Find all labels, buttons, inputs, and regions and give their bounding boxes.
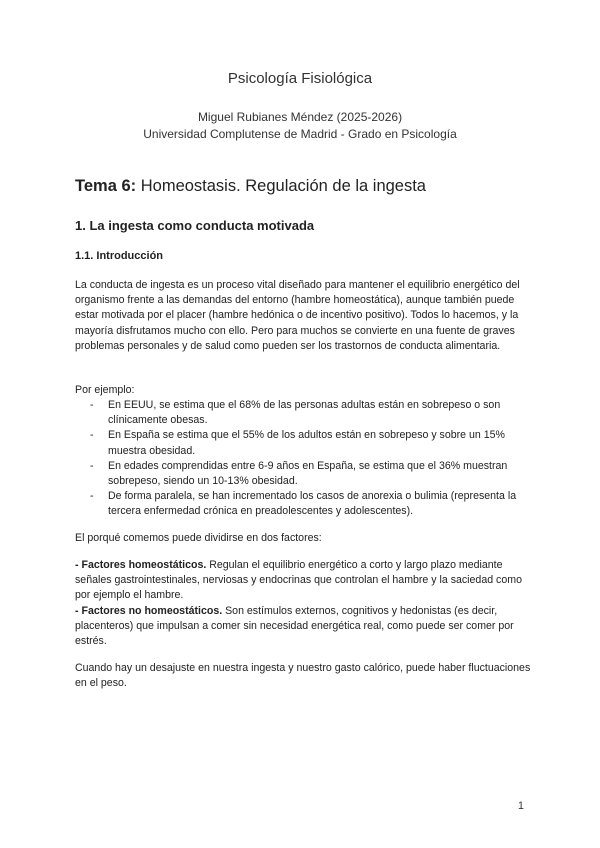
topic-label: Tema 6: (75, 177, 137, 195)
examples-list (75, 398, 535, 520)
factors-block (75, 558, 535, 649)
factor-nonhomeostatic (75, 604, 535, 650)
list-item: - En EEUU, se estima que el 68% de las personas adultas están en sobrepeso o son clínicamente obesas. (90, 399, 501, 427)
university-line: Universidad Complutense de Madrid - Grado en Psicología (143, 127, 457, 141)
factor-homeostatic (75, 558, 535, 604)
author-line: Miguel Rubianes Méndez (2025-2026) (197, 110, 403, 124)
closing-paragraph: Cuando hay un desajuste en nuestra ingesta y nuestro gasto calórico, puede haber fluctuaciones en el peso. (75, 662, 531, 690)
list-item-text: En edades comprendidas entre 6-9 años en España, se estima que el 36% muestran sobrepeso, siendo un 10-13% obesidad. (108, 459, 508, 488)
factor-homeostatic-label: - Factores homeostáticos. (75, 559, 207, 571)
course-title: Psicología Fisiológica (227, 70, 373, 87)
list-item-text: De forma paralela, se han incrementado los casos de anorexia o bulimia (representa la tercera enfermedad crónica en preadolescentes y adolescentes). (108, 490, 517, 518)
list-item: - En España se estima que el 55% de los adultos están en sobrepeso y sobre un 15% muestra obesidad. (90, 429, 505, 457)
page-number: 1 (518, 800, 524, 812)
section-heading: 1. La ingesta como conducta motivada (75, 218, 315, 233)
list-item: - De forma paralela, se han incrementado los casos de anorexia o bulimia (representa la tercera enfermedad crónica en preadolescentes y adolescentes). (90, 490, 517, 518)
list-item: - En edades comprendidas entre 6-9 años en España, se estima que el 36% muestran sobrepeso, siendo un 10-13% obesidad. (90, 459, 508, 488)
topic-title: Homeostasis. Regulación de la ingesta (140, 177, 426, 195)
factor-nonhomeostatic-text: Son estímulos externos, cognitivos y hedonistas (es decir, placenteros) que impulsan a comer sin necesidad energética real, como puede ser comer por estrés. (75, 604, 514, 648)
intro-paragraph: La conducta de ingesta es un proceso vital diseñado para mantener el equilibrio energético del organismo frente a las demandas del entorno (hambre homeostática), aunque también puede estar motivada por el placer (hambre hedónica o de incentivo positivo). Todos lo hacemos, y la mayoría disfrutamos mucho con ello. Pero para muchos se convierte en una fuente de graves problemas personales y de salud como pueden ser los trastornos de conducta alimentaria. (75, 279, 520, 352)
factor-homeostatic-text: Regulan el equilibrio energético a corto y largo plazo mediante señales gastrointestinales, nerviosas y endocrinas que controlan el hambre y la saciedad como por ejemplo el hambre. (75, 559, 522, 602)
factor-nonhomeostatic-label: - Factores no homeostáticos. (75, 604, 223, 617)
author-block (0, 109, 600, 143)
list-item-text: En EEUU, se estima que el 68% de las personas adultas están en sobrepeso o son clínicamente obesas. (108, 399, 501, 427)
subsection-heading: 1.1. Introducción (75, 250, 164, 262)
factors-intro: El porqué comemos puede dividirse en dos factores: (75, 532, 322, 544)
examples-intro: Por ejemplo: (75, 384, 135, 396)
topic-heading (75, 177, 426, 196)
list-item-text: En España se estima que el 55% de los adultos están en sobrepeso y sobre un 15% muestra obesidad. (108, 429, 505, 457)
